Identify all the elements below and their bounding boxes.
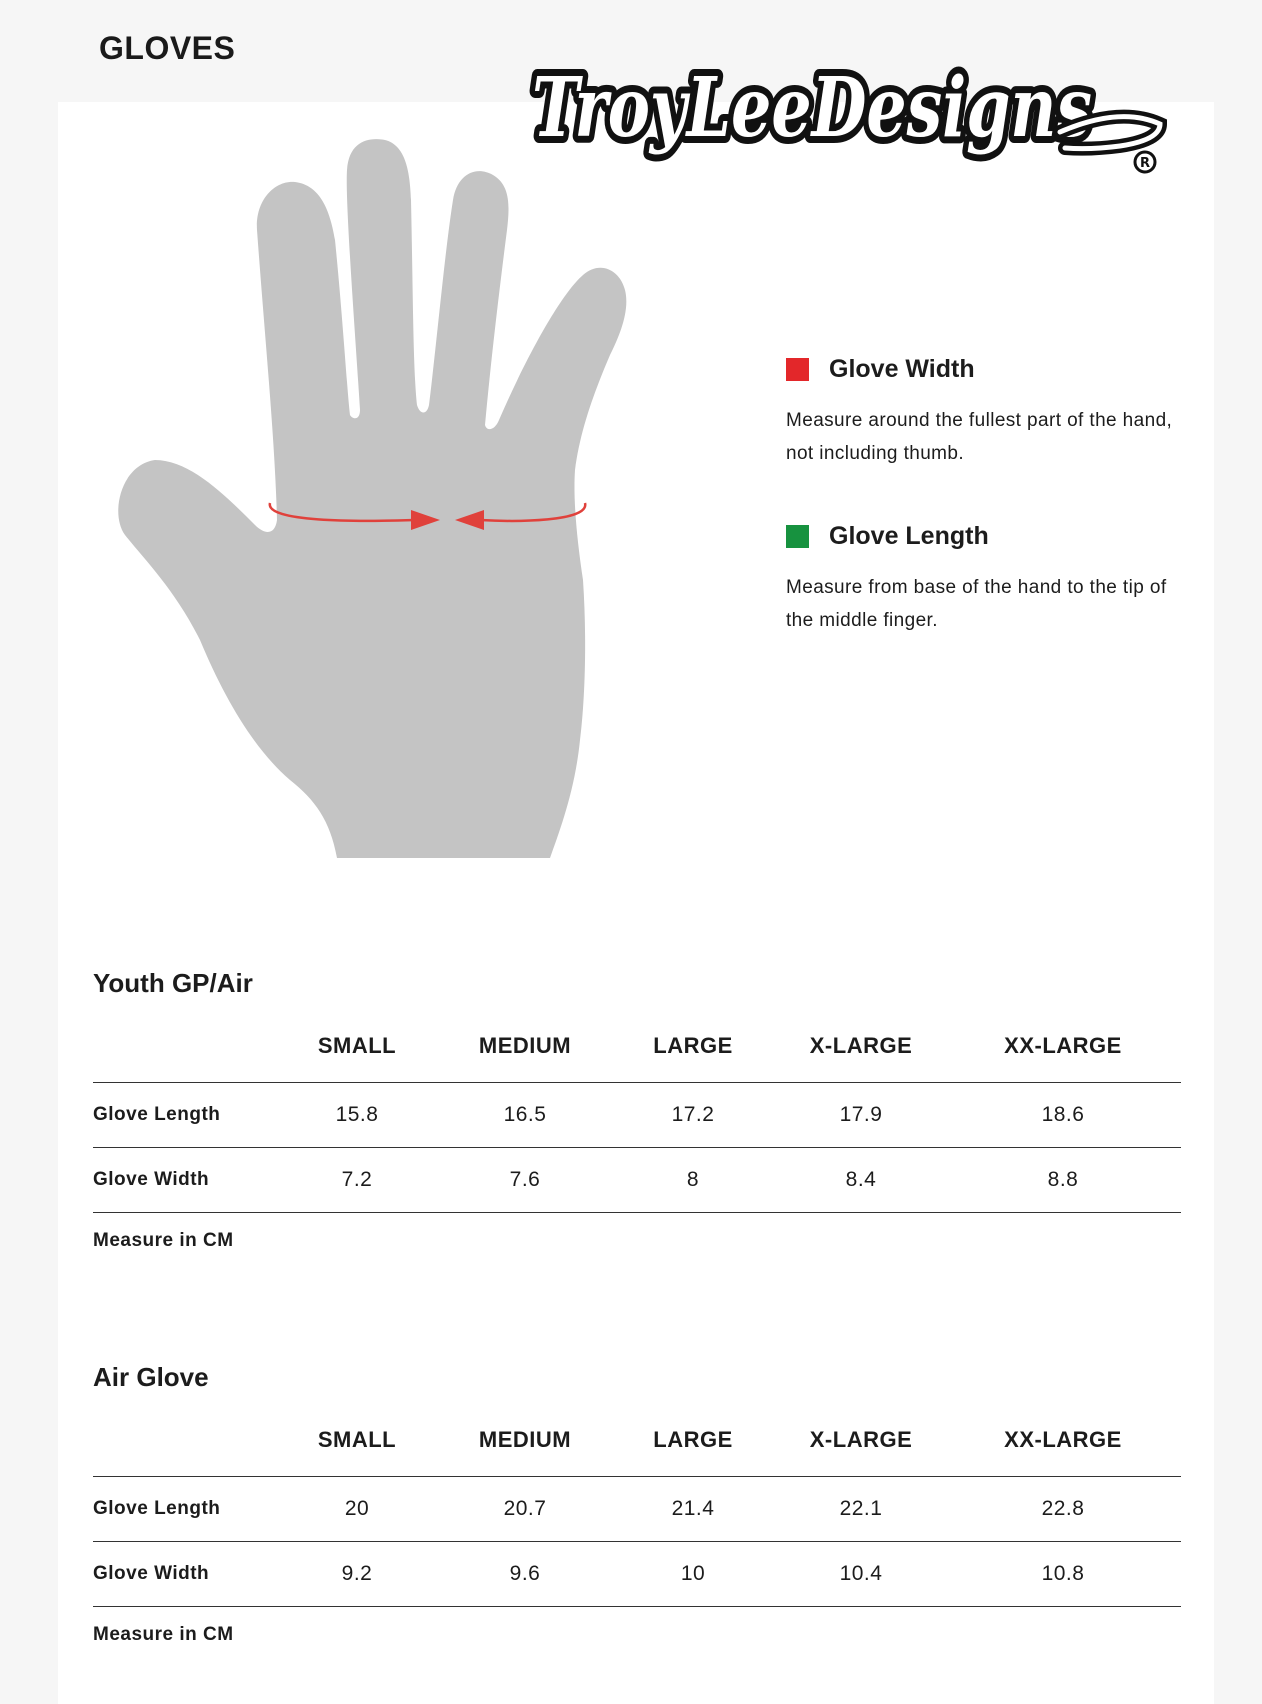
- table-cell: 15.8: [273, 1083, 441, 1148]
- unit-note-air: Measure in CM: [93, 1624, 234, 1645]
- legend-length-title: Glove Length: [829, 522, 989, 550]
- registered-mark-icon: [1135, 152, 1155, 172]
- legend-width-title: Glove Width: [829, 355, 975, 383]
- table-row: [93, 1542, 1181, 1607]
- table-cell: 17.9: [777, 1083, 945, 1148]
- table-cell: 17.2: [609, 1083, 777, 1148]
- table-cell: 16.5: [441, 1083, 609, 1148]
- table-row: [93, 1083, 1181, 1148]
- table-cell: 7.2: [273, 1148, 441, 1213]
- table-cell: 7.6: [441, 1148, 609, 1213]
- table-cell: 8.4: [777, 1148, 945, 1213]
- column-header: SMALL: [273, 1010, 441, 1083]
- table-cell: 22.1: [777, 1477, 945, 1542]
- table-header-row: [93, 1010, 1181, 1083]
- column-header: MEDIUM: [441, 1010, 609, 1083]
- column-header: MEDIUM: [441, 1404, 609, 1477]
- legend-width-description: Measure around the fullest part of the hand, not including thumb.: [786, 410, 1173, 464]
- table-cell: 8: [609, 1148, 777, 1213]
- row-label: Glove Length: [93, 1477, 273, 1542]
- row-label: Glove Length: [93, 1083, 273, 1148]
- green-square-icon: [786, 525, 809, 548]
- column-header: XX-LARGE: [945, 1010, 1181, 1083]
- legend-length: [786, 522, 1186, 637]
- table-cell: 10.4: [777, 1542, 945, 1607]
- red-square-icon: [786, 358, 809, 381]
- table-cell: 9.2: [273, 1542, 441, 1607]
- column-header: SMALL: [273, 1404, 441, 1477]
- column-header: LARGE: [609, 1010, 777, 1083]
- row-label: Glove Width: [93, 1542, 273, 1607]
- table-cell: 20.7: [441, 1477, 609, 1542]
- legend-width: [786, 355, 1186, 470]
- section-title-air: Air Glove: [93, 1362, 209, 1392]
- table-cell: 8.8: [945, 1148, 1181, 1213]
- column-header: X-LARGE: [777, 1404, 945, 1477]
- table-cell: 22.8: [945, 1477, 1181, 1542]
- page-title: GLOVES: [99, 30, 236, 66]
- table-row: [93, 1477, 1181, 1542]
- unit-note-youth: Measure in CM: [93, 1230, 234, 1251]
- table-cell: 10.8: [945, 1542, 1181, 1607]
- column-header: LARGE: [609, 1404, 777, 1477]
- size-table-youth: [93, 1010, 1181, 1213]
- logo-wordmark: TroyLeeDesigns: [532, 60, 1092, 156]
- hand-silhouette-icon: [115, 140, 675, 870]
- table-header-row: [93, 1404, 1181, 1477]
- size-table-air: [93, 1404, 1181, 1607]
- table-cell: 18.6: [945, 1083, 1181, 1148]
- legend-length-description: Measure from base of the hand to the tip of the middle finger.: [786, 577, 1167, 631]
- table-cell: 21.4: [609, 1477, 777, 1542]
- table-row: [93, 1148, 1181, 1213]
- column-header: XX-LARGE: [945, 1404, 1181, 1477]
- section-title-youth: Youth GP/Air: [93, 968, 253, 998]
- table-cell: 20: [273, 1477, 441, 1542]
- column-header: X-LARGE: [777, 1010, 945, 1083]
- table-cell: 9.6: [441, 1542, 609, 1607]
- row-label: Glove Width: [93, 1148, 273, 1213]
- svg-text:R: R: [1139, 156, 1151, 171]
- table-cell: 10: [609, 1542, 777, 1607]
